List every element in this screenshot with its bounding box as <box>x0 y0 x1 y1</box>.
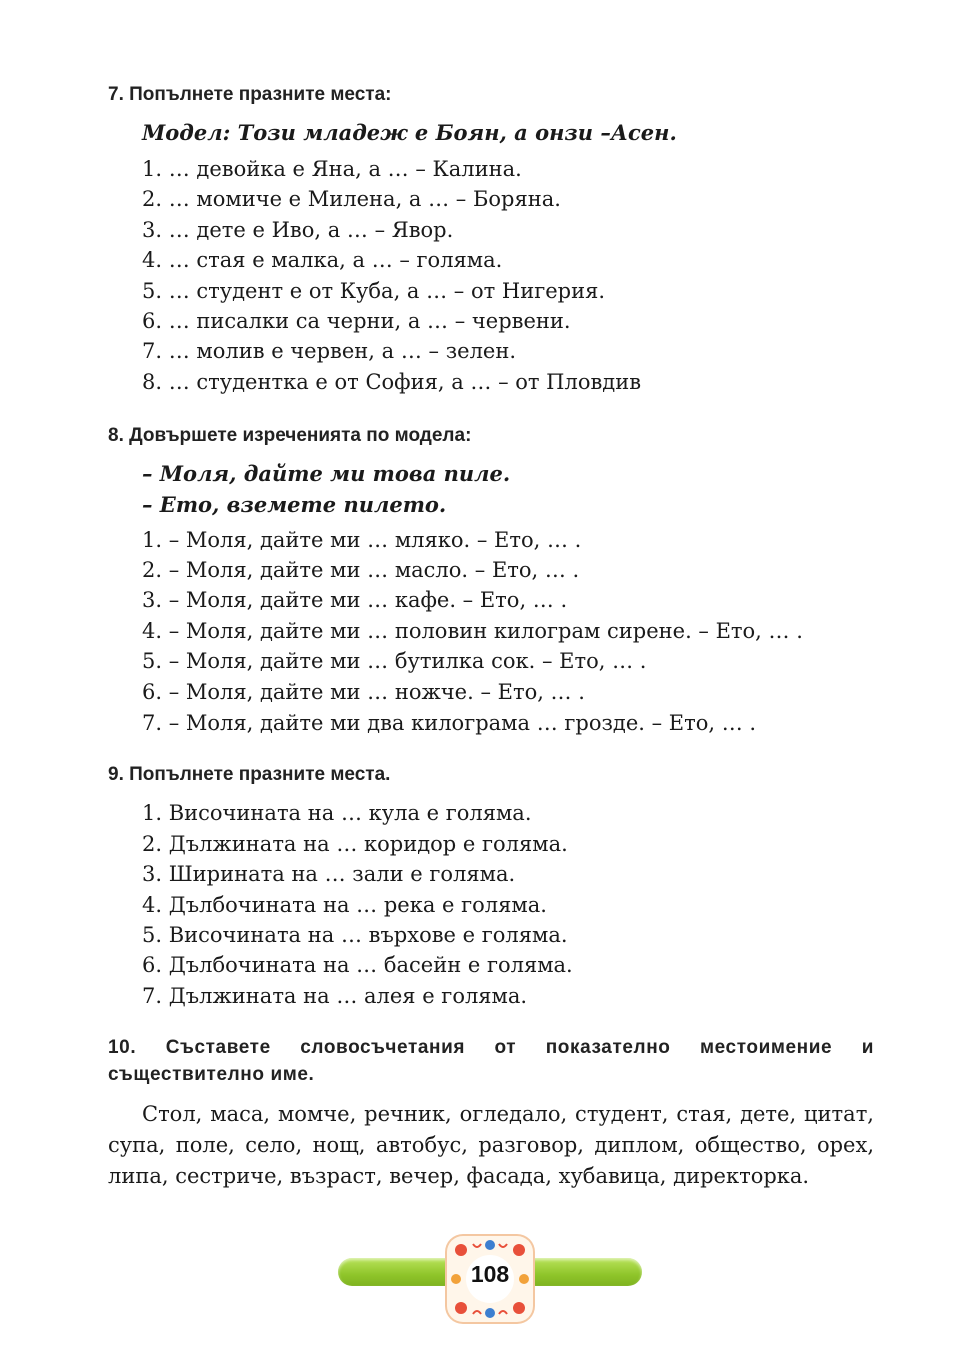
exercise-9-item: 4. Дълбочината на … река е голяма. <box>142 893 547 917</box>
exercise-8-item: 6. – Моля, дайте ми … ножче. – Ето, … . <box>142 680 585 704</box>
exercise-8-item: 2. – Моля, дайте ми … масло. – Ето, … . <box>142 558 580 582</box>
exercise-7-item: 1. … девойка е Яна, а … – Калина. <box>142 157 522 181</box>
exercise-8-item: 7. – Моля, дайте ми два килограма … грозде. – Ето, … . <box>142 711 757 735</box>
exercise-7-item: 6. … писалки са черни, а … – червени. <box>142 309 571 333</box>
exercise-10-heading: 10. Съставете словосъчетания от показателно местоимение и съществително име. <box>108 1037 874 1085</box>
exercise-8-heading: 8. Довършете изреченията по модела: <box>108 425 472 446</box>
exercise-9-item: 6. Дълбочината на … басейн е голяма. <box>142 953 573 977</box>
exercise-7-model: Модел: Този младеж е Боян, а онзи –Асен. <box>142 120 677 145</box>
exercise-8-item: 4. – Моля, дайте ми … половин килограм сирене. – Ето, … . <box>142 619 803 643</box>
exercise-7-item: 3. … дете е Иво, а … – Явор. <box>142 218 454 242</box>
exercise-10-text: Стол, маса, момче, речник, огледало, студент, стая, дете, цитат, супа, поле, село, нощ, автобус, разговор, диплом, общество, орех, липа, сестриче, възраст, вечер, фасада, хубавица, директорка. <box>108 1102 874 1188</box>
exercise-9-item: 2. Дължината на … коридор е голяма. <box>142 832 568 856</box>
page-number-badge <box>447 1236 533 1322</box>
page-number: 108 <box>470 1261 510 1287</box>
exercise-9-heading: 9. Попълнете празните места. <box>108 764 391 785</box>
exercise-9-item: 3. Ширината на … зали е голяма. <box>142 862 516 886</box>
exercise-8-model-question: – Моля, дайте ми това пиле. <box>142 461 511 486</box>
exercise-7-item: 2. … момиче е Милена, а … – Боряна. <box>142 187 561 211</box>
exercise-8-item: 1. – Моля, дайте ми … мляко. – Ето, … . <box>142 528 582 552</box>
exercise-9-item: 1. Височината на … кула е голяма. <box>142 801 532 825</box>
exercise-7-item: 4. … стая е малка, а … – голяма. <box>142 248 503 272</box>
exercise-7-item: 8. … студентка е от София, а … – от Пловдив <box>142 370 642 394</box>
exercise-8-item: 5. – Моля, дайте ми … бутилка сок. – Ето, … . <box>142 649 647 673</box>
exercise-9-item: 5. Височината на … върхове е голяма. <box>142 923 568 947</box>
exercise-7-item: 7. … молив е червен, а … – зелен. <box>142 339 517 363</box>
exercise-8-item: 3. – Моля, дайте ми … кафе. – Ето, … . <box>142 588 568 612</box>
exercise-7-item: 5. … студент е от Куба, а … – от Нигерия. <box>142 279 606 303</box>
exercise-7-heading: 7. Попълнете празните места: <box>108 84 392 105</box>
exercise-8-model-answer: – Ето, вземете пилето. <box>142 492 447 517</box>
exercise-9-item: 7. Дължината на … алея е голяма. <box>142 984 528 1008</box>
